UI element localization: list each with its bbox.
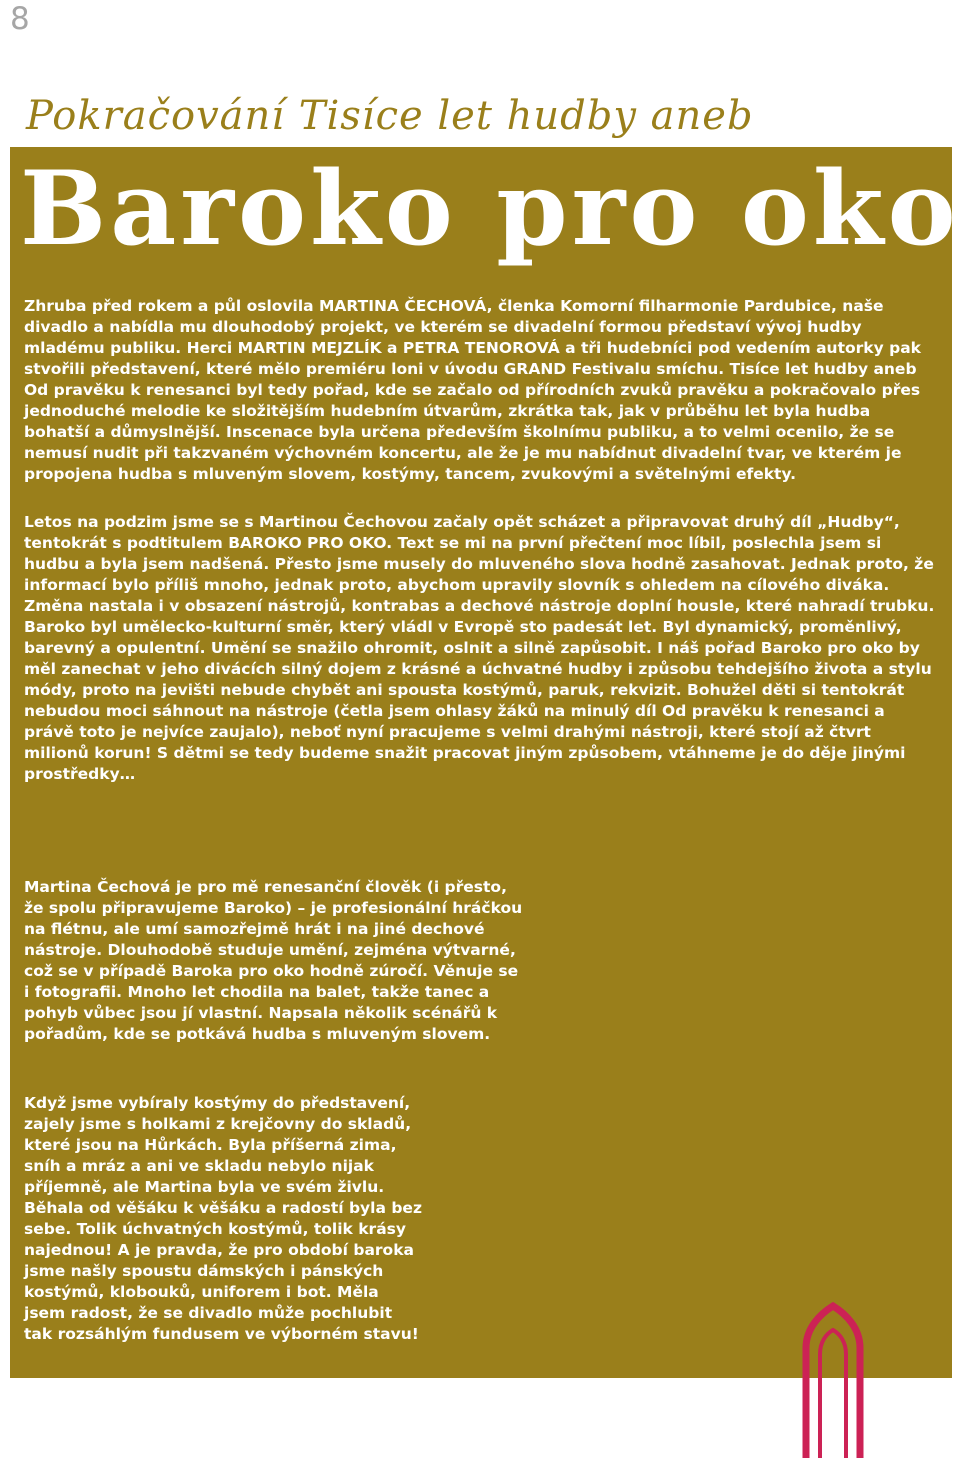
headline-line2: Baroko pro oko [20,149,960,269]
paragraph-text: Zhruba před rokem a půl oslovila MARTINA ČECHOVÁ, členka Komorní filharmonie Pardubice, naše divadlo a nabídla mu dlouhodobý projekt, ve kterém se divadelní formou představí vývoj hudby mladému publiku. Herci MARTIN MEJZLÍK a PETRA TENOROVÁ a tři hudebníci pod vedením autorky pak stvořili představení, které mělo premiéru loni v úvodu GRAND Festivalu smíchu. Tisíce let hudby aneb Od pravěku k renesanci byl tedy pořad, kde se začalo od přírodních zvuků pravěku a pokračovalo přes jednoduché melodie ke složitějším hudebním útvarům, zkrátka tak, jak v průběhu let byla hudba bohatší a důmyslnější. Inscenace byla určena především školnímu publiku, a to velmi ocenilo, že se nemusí nudit při takzvaném výchovném koncertu, ale že je mu nabídnut divadelní tvar, ve kterém je propojena hudba s mluveným slovem, kostýmy, tancem, zvukovými a světelnými efekty. [24,297,921,483]
paragraph-text: Martina Čechová je pro mě renesanční člověk (i přesto, že spolu připravujeme Baroko) – je profesionální hráčkou na flétnu, ale umí samozřejmě hrát i na jiné dechové nástroje. Dlouhodobě studuje umění, zejména výtvarné, což se v případě Baroka pro oko hodně zúročí. Věnuje se i fotografii. Mnoho let chodila na balet, takže tanec a pohyb vůbec jsou jí vlastní. Napsala několik scénářů k pořadům, kde se potkává hudba s mluveným slovem. [24,878,523,1043]
article-paragraph-1 [24,296,936,485]
paragraph-text: Letos na podzim jsme se s Martinou Čechovou začaly opět scházet a připravovat druhý díl „Hudby“, tentokrát s podtitulem BAROKO PRO OKO. Text se mi na první přečtení moc líbil, poslechla jsem si hudbu a byla jsem nadšená. Přesto jsme musely do mluveného slova hodně zasahovat. Jednak proto, že informací bylo příliš mnoho, jednak proto, abychom upravily slovník s ohledem na cílového diváka. Změna nastala i v obsazení nástrojů, kontrabas a dechové nástroje doplní housle, které nahradí trubku. Baroko byl umělecko-kulturní směr, který vládl v Evropě sto padesát let. Byl dynamický, proměnlivý, barevný a opulentní. Umění se snažilo ohromit, oslnit a silně zapůsobit. I náš pořad Baroko pro oko by měl zanechat v jeho divácích silný dojem z krásné a úchvatné hudby i způsobu tehdejšího života a stylu módy, proto na jevišti nebude chybět ani spousta kostýmů, paruk, rekvizit. Bohužel děti si tentokrát nebudou moci sáhnout na nástroje (četla jsem ohlasy žáků na minulý díl Od pravěku k renesanci a právě toto je nejvíce zaujalo), neboť nyní pracujeme s velmi drahými nástroji, které stojí až čtvrt milionů korun! S dětmi se tedy budeme snažit pracovat jiným způsobem, vtáhneme je do děje jinými prostředky… [24,513,935,783]
paragraph-text: Když jsme vybíraly kostýmy do představení, zajely jsme s holkami z krejčovny do skladů, které jsou na Hůrkách. Byla příšerná zima, sníh a mráz a ani ve skladu nebylo nijak příjemně, ale Martina byla ve svém živlu. Běhala od věšáku k věšáku a radostí byla bez sebe. Tolik úchvatných kostýmů, tolik krásy najednou! A je pravda, že pro období baroka jsme našly spoustu dámských i pánských kostýmů, klobouků, uniforem i bot. Měla jsem radost, že se divadlo může pochlubit tak rozsáhlým fundusem ve výborném stavu! [24,1094,422,1343]
headline-line1: Pokračování Tisíce let hudby aneb [26,93,754,139]
article-paragraph-3 [24,877,524,1045]
page-number: 8 [10,1,30,37]
article-paragraph-2 [24,512,936,785]
arch-ornament-icon [798,1300,868,1460]
article-paragraph-4 [24,1093,424,1345]
